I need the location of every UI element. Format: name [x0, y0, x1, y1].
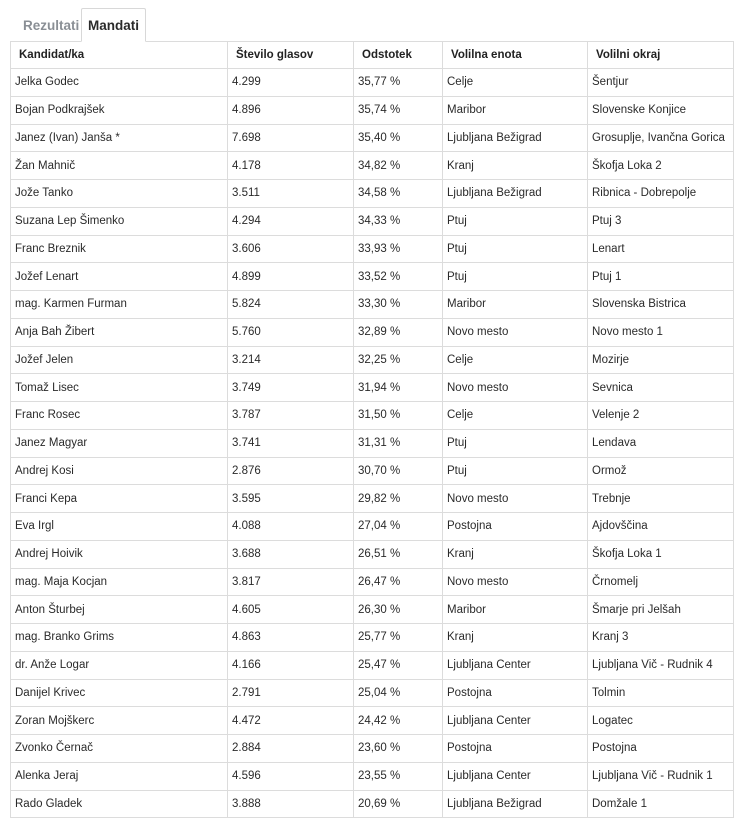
- electoral-district-cell: Škofja Loka 2: [588, 152, 734, 180]
- electoral-district-cell: Črnomelj: [588, 568, 734, 596]
- electoral-unit-cell: Novo mesto: [443, 485, 588, 513]
- electoral-unit-cell: Ptuj: [443, 429, 588, 457]
- candidate-name-cell: Franc Rosec: [11, 402, 228, 430]
- vote-count-cell: 2.884: [228, 735, 354, 763]
- table-row: [11, 180, 734, 208]
- candidate-name-cell: Andrej Kosi: [11, 457, 228, 485]
- vote-percent-cell: 20,69 %: [354, 790, 443, 818]
- electoral-district-cell: Logatec: [588, 707, 734, 735]
- electoral-district-cell: Šmarje pri Jelšah: [588, 596, 734, 624]
- candidate-name-cell: Bojan Podkrajšek: [11, 96, 228, 124]
- vote-percent-cell: 35,40 %: [354, 124, 443, 152]
- electoral-unit-cell: Postojna: [443, 735, 588, 763]
- table-row: [11, 152, 734, 180]
- vote-percent-cell: 32,89 %: [354, 318, 443, 346]
- table-row: [11, 568, 734, 596]
- electoral-unit-cell: Novo mesto: [443, 568, 588, 596]
- electoral-unit-cell: Ptuj: [443, 207, 588, 235]
- vote-count-cell: 4.596: [228, 762, 354, 790]
- vote-count-cell: 3.511: [228, 180, 354, 208]
- vote-count-cell: 3.749: [228, 374, 354, 402]
- vote-count-cell: 3.214: [228, 346, 354, 374]
- table-row: [11, 457, 734, 485]
- vote-percent-cell: 34,82 %: [354, 152, 443, 180]
- table-row: [11, 624, 734, 652]
- candidate-name-cell: Eva Irgl: [11, 513, 228, 541]
- candidate-name-cell: Zvonko Černač: [11, 735, 228, 763]
- table-body: [11, 69, 734, 818]
- candidate-name-cell: Rado Gladek: [11, 790, 228, 818]
- electoral-district-cell: Ajdovščina: [588, 513, 734, 541]
- vote-percent-cell: 32,25 %: [354, 346, 443, 374]
- electoral-unit-cell: Novo mesto: [443, 318, 588, 346]
- candidate-name-cell: Janez Magyar: [11, 429, 228, 457]
- vote-count-cell: 3.606: [228, 235, 354, 263]
- electoral-district-cell: Slovenska Bistrica: [588, 291, 734, 319]
- vote-count-cell: 3.595: [228, 485, 354, 513]
- vote-count-cell: 4.899: [228, 263, 354, 291]
- vote-count-cell: 5.760: [228, 318, 354, 346]
- table-row: [11, 596, 734, 624]
- electoral-unit-cell: Celje: [443, 69, 588, 97]
- electoral-district-cell: Kranj 3: [588, 624, 734, 652]
- vote-percent-cell: 29,82 %: [354, 485, 443, 513]
- electoral-unit-cell: Ljubljana Center: [443, 651, 588, 679]
- candidate-name-cell: Anja Bah Žibert: [11, 318, 228, 346]
- electoral-unit-cell: Ptuj: [443, 457, 588, 485]
- table-row: [11, 429, 734, 457]
- candidate-name-cell: Jože Tanko: [11, 180, 228, 208]
- vote-percent-cell: 23,55 %: [354, 762, 443, 790]
- vote-percent-cell: 33,30 %: [354, 291, 443, 319]
- electoral-district-cell: Škofja Loka 1: [588, 540, 734, 568]
- vote-count-cell: 7.698: [228, 124, 354, 152]
- vote-percent-cell: 31,50 %: [354, 402, 443, 430]
- vote-percent-cell: 24,42 %: [354, 707, 443, 735]
- vote-percent-cell: 34,33 %: [354, 207, 443, 235]
- electoral-district-cell: Tolmin: [588, 679, 734, 707]
- table-row: [11, 96, 734, 124]
- vote-percent-cell: 33,52 %: [354, 263, 443, 291]
- vote-count-cell: 2.791: [228, 679, 354, 707]
- candidate-name-cell: mag. Karmen Furman: [11, 291, 228, 319]
- vote-percent-cell: 27,04 %: [354, 513, 443, 541]
- electoral-district-cell: Ribnica - Dobrepolje: [588, 180, 734, 208]
- candidate-name-cell: Jelka Godec: [11, 69, 228, 97]
- electoral-district-cell: Grosuplje, Ivančna Gorica: [588, 124, 734, 152]
- electoral-unit-cell: Maribor: [443, 291, 588, 319]
- table-row: [11, 207, 734, 235]
- electoral-unit-cell: Postojna: [443, 513, 588, 541]
- electoral-unit-cell: Ptuj: [443, 263, 588, 291]
- table-row: [11, 124, 734, 152]
- electoral-district-cell: Ptuj 3: [588, 207, 734, 235]
- candidate-name-cell: Tomaž Lisec: [11, 374, 228, 402]
- electoral-district-cell: Mozirje: [588, 346, 734, 374]
- electoral-unit-cell: Maribor: [443, 96, 588, 124]
- column-header-votes: Število glasov: [228, 42, 354, 69]
- electoral-district-cell: Lenart: [588, 235, 734, 263]
- vote-percent-cell: 25,47 %: [354, 651, 443, 679]
- electoral-district-cell: Lendava: [588, 429, 734, 457]
- electoral-unit-cell: Kranj: [443, 624, 588, 652]
- column-header-candidate: Kandidat/ka: [11, 42, 228, 69]
- electoral-district-cell: Šentjur: [588, 69, 734, 97]
- vote-percent-cell: 33,93 %: [354, 235, 443, 263]
- table-row: [11, 318, 734, 346]
- vote-percent-cell: 25,04 %: [354, 679, 443, 707]
- vote-count-cell: 3.888: [228, 790, 354, 818]
- vote-count-cell: 4.896: [228, 96, 354, 124]
- vote-percent-cell: 25,77 %: [354, 624, 443, 652]
- electoral-district-cell: Ormož: [588, 457, 734, 485]
- vote-count-cell: 3.688: [228, 540, 354, 568]
- table-row: [11, 735, 734, 763]
- electoral-unit-cell: Celje: [443, 402, 588, 430]
- vote-count-cell: 4.299: [228, 69, 354, 97]
- candidate-name-cell: Andrej Hoivik: [11, 540, 228, 568]
- table-row: [11, 69, 734, 97]
- vote-count-cell: 4.178: [228, 152, 354, 180]
- table-row: [11, 402, 734, 430]
- vote-count-cell: 4.088: [228, 513, 354, 541]
- electoral-district-cell: Ljubljana Vič - Rudnik 1: [588, 762, 734, 790]
- vote-count-cell: 3.817: [228, 568, 354, 596]
- electoral-district-cell: Slovenske Konjice: [588, 96, 734, 124]
- vote-percent-cell: 31,94 %: [354, 374, 443, 402]
- electoral-unit-cell: Ljubljana Bežigrad: [443, 790, 588, 818]
- electoral-district-cell: Ptuj 1: [588, 263, 734, 291]
- electoral-unit-cell: Maribor: [443, 596, 588, 624]
- table-row: [11, 679, 734, 707]
- table-row: [11, 651, 734, 679]
- table-row: [11, 235, 734, 263]
- vote-count-cell: 2.876: [228, 457, 354, 485]
- candidate-name-cell: Jožef Lenart: [11, 263, 228, 291]
- electoral-unit-cell: Ljubljana Center: [443, 707, 588, 735]
- electoral-unit-cell: Celje: [443, 346, 588, 374]
- table-row: [11, 540, 734, 568]
- vote-count-cell: 3.787: [228, 402, 354, 430]
- electoral-unit-cell: Kranj: [443, 152, 588, 180]
- vote-count-cell: 4.294: [228, 207, 354, 235]
- candidate-name-cell: Žan Mahnič: [11, 152, 228, 180]
- candidate-name-cell: Janez (Ivan) Janša *: [11, 124, 228, 152]
- candidate-name-cell: Franc Breznik: [11, 235, 228, 263]
- candidate-name-cell: Zoran Mojškerc: [11, 707, 228, 735]
- electoral-district-cell: Trebnje: [588, 485, 734, 513]
- electoral-unit-cell: Kranj: [443, 540, 588, 568]
- candidate-name-cell: Anton Šturbej: [11, 596, 228, 624]
- electoral-unit-cell: Postojna: [443, 679, 588, 707]
- electoral-district-cell: Domžale 1: [588, 790, 734, 818]
- table-row: [11, 790, 734, 818]
- candidate-name-cell: mag. Branko Grims: [11, 624, 228, 652]
- vote-percent-cell: 31,31 %: [354, 429, 443, 457]
- table-row: [11, 374, 734, 402]
- electoral-unit-cell: Ljubljana Bežigrad: [443, 180, 588, 208]
- electoral-district-cell: Postojna: [588, 735, 734, 763]
- vote-count-cell: 3.741: [228, 429, 354, 457]
- table-row: [11, 762, 734, 790]
- electoral-unit-cell: Novo mesto: [443, 374, 588, 402]
- tab-rezultati[interactable]: Rezultati: [23, 18, 80, 33]
- candidate-name-cell: Alenka Jeraj: [11, 762, 228, 790]
- vote-percent-cell: 35,77 %: [354, 69, 443, 97]
- results-table: [10, 41, 734, 818]
- candidate-name-cell: Suzana Lep Šimenko: [11, 207, 228, 235]
- vote-percent-cell: 26,47 %: [354, 568, 443, 596]
- vote-percent-cell: 34,58 %: [354, 180, 443, 208]
- electoral-district-cell: Velenje 2: [588, 402, 734, 430]
- vote-count-cell: 5.824: [228, 291, 354, 319]
- table-row: [11, 291, 734, 319]
- vote-percent-cell: 30,70 %: [354, 457, 443, 485]
- candidate-name-cell: Franci Kepa: [11, 485, 228, 513]
- column-header-electoral-unit: Volilna enota: [443, 42, 588, 69]
- vote-count-cell: 4.472: [228, 707, 354, 735]
- candidate-name-cell: mag. Maja Kocjan: [11, 568, 228, 596]
- electoral-unit-cell: Ptuj: [443, 235, 588, 263]
- table-row: [11, 485, 734, 513]
- candidate-name-cell: dr. Anže Logar: [11, 651, 228, 679]
- vote-count-cell: 4.863: [228, 624, 354, 652]
- tab-bar: [10, 8, 146, 42]
- tab-mandati[interactable]: Mandati: [81, 8, 146, 42]
- table-row: [11, 513, 734, 541]
- candidate-name-cell: Jožef Jelen: [11, 346, 228, 374]
- table-row: [11, 346, 734, 374]
- electoral-district-cell: Novo mesto 1: [588, 318, 734, 346]
- vote-percent-cell: 26,51 %: [354, 540, 443, 568]
- electoral-unit-cell: Ljubljana Bežigrad: [443, 124, 588, 152]
- vote-percent-cell: 26,30 %: [354, 596, 443, 624]
- table-row: [11, 263, 734, 291]
- header-row: [11, 42, 734, 69]
- vote-count-cell: 4.605: [228, 596, 354, 624]
- column-header-percent: Odstotek: [354, 42, 443, 69]
- table-row: [11, 707, 734, 735]
- electoral-district-cell: Ljubljana Vič - Rudnik 4: [588, 651, 734, 679]
- electoral-district-cell: Sevnica: [588, 374, 734, 402]
- vote-percent-cell: 35,74 %: [354, 96, 443, 124]
- candidate-name-cell: Danijel Krivec: [11, 679, 228, 707]
- vote-percent-cell: 23,60 %: [354, 735, 443, 763]
- column-header-electoral-district: Volilni okraj: [588, 42, 734, 69]
- vote-count-cell: 4.166: [228, 651, 354, 679]
- electoral-unit-cell: Ljubljana Center: [443, 762, 588, 790]
- table-header: [11, 42, 734, 69]
